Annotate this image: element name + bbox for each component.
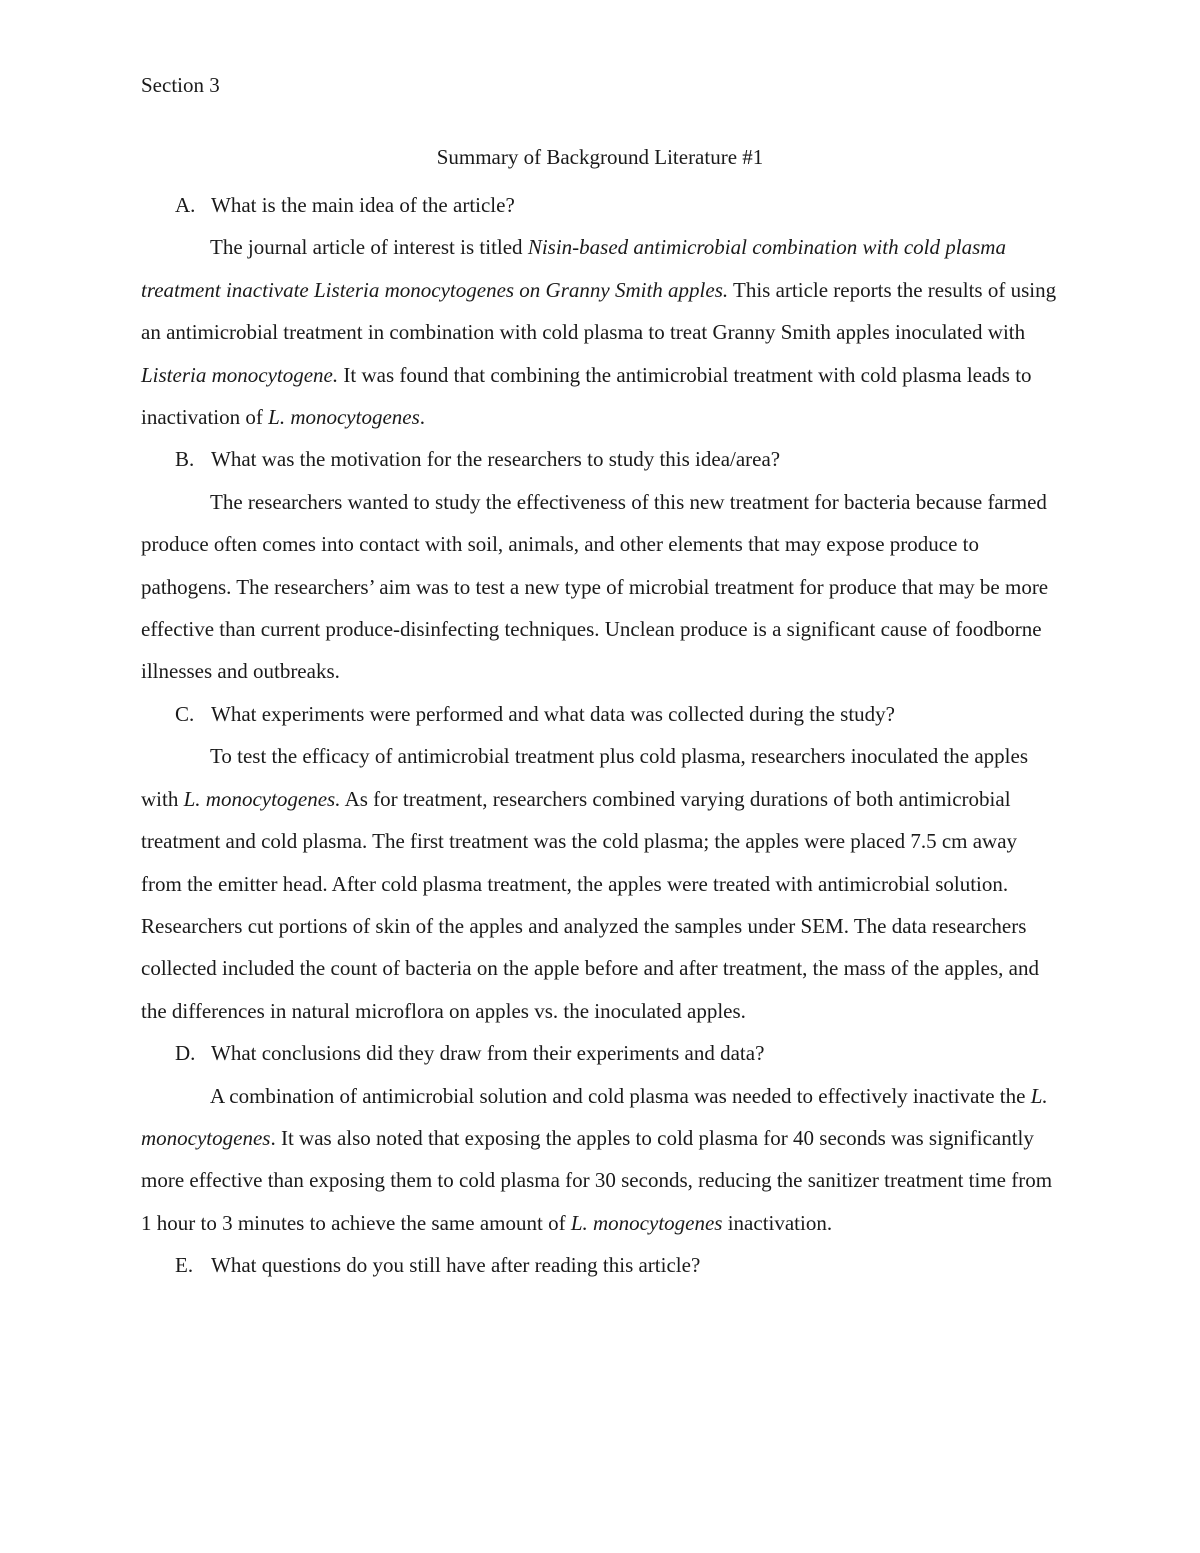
answer-b: The researchers wanted to study the effectiveness of this new treatment for bacteria because farmed produce often comes into contact with soil, animals, and other elements that may expose produce to pathogens. The researchers’ aim was to test a new type of microbial treatment for produce that may be more effective than current produce-disinfecting techniques. Unclean produce is a significant cause of foodborne illnesses and outbreaks.	[141, 489, 1049, 684]
question-text: What was the motivation for the researchers to study this idea/area?	[211, 447, 781, 472]
document-title: Summary of Background Literature #1	[436, 145, 764, 169]
question-d	[141, 1032, 1061, 1074]
organism-name: Listeria monocytogene.	[141, 362, 339, 387]
answer-text: inactivation.	[722, 1210, 833, 1235]
answer-text: The journal article of interest is titled	[210, 235, 528, 260]
question-text: What experiments were performed and what data was collected during the study?	[211, 701, 895, 726]
question-c	[141, 693, 1061, 735]
answer-text: It was found that combining the antimicrobial treatment with cold plasma leads to inactivation of	[141, 362, 1032, 430]
question-b	[141, 438, 1061, 480]
organism-name: L. monocytogenes	[141, 1083, 1048, 1150]
question-text: What is the main idea of the article?	[211, 193, 515, 217]
question-letter: E.	[175, 1253, 194, 1278]
answer-c	[141, 735, 1061, 1032]
answer-a	[141, 226, 1061, 438]
question-a	[141, 184, 1061, 226]
organism-name: L. monocytogenes.	[183, 786, 341, 811]
section-header: Section 3	[141, 73, 220, 97]
answer-text: To test the efficacy of antimicrobial treatment plus cold plasma, researchers inoculated the apples with	[141, 744, 1028, 811]
question-letter: B.	[175, 447, 195, 472]
answer-text: .	[419, 405, 426, 430]
question-letter: C.	[175, 701, 195, 726]
question-e	[141, 1244, 1061, 1286]
organism-name: L. monocytogenes	[268, 405, 420, 430]
answer-text: As for treatment, researchers combined varying durations of both antimicrobial treatment and cold plasma. The first treatment was the cold plasma; the apples were placed 7.5 cm away from the emitter head. After cold plasma treatment, the apples were treated with antimicrobial solution. Researchers cut portions of skin of the apples and analyzed the samples under SEM. The data researchers collected included the count of bacteria on the apple before and after treatment, the mass of the apples, and the differences in natural microflora on apples vs. the inoculated apples.	[141, 786, 1039, 1023]
question-letter: A.	[175, 193, 196, 217]
question-letter: D.	[175, 1041, 196, 1066]
answer-text: . It was also noted that exposing the apples to cold plasma for 40 seconds was significantly more effective than exposing them to cold plasma for 30 seconds, reducing the sanitizer treatment time from 1 hour to 3 minutes to achieve the same amount of	[141, 1125, 1053, 1235]
answer-text: This article reports the results of using an antimicrobial treatment in combination with cold plasma to treat Granny Smith apples inoculated with	[141, 277, 1057, 345]
question-text: What conclusions did they draw from their experiments and data?	[211, 1041, 765, 1066]
answer-text: A combination of antimicrobial solution and cold plasma was needed to effectively inactivate the	[210, 1083, 1031, 1108]
organism-name: L. monocytogenes	[570, 1210, 723, 1235]
article-title: Nisin-based antimicrobial combination with cold plasma treatment inactivate Listeria monocytogenes on Granny Smith apples.	[141, 235, 1006, 302]
document-body	[141, 184, 1061, 1287]
answer-d	[141, 1075, 1061, 1245]
question-text: What questions do you still have after reading this article?	[211, 1253, 701, 1278]
